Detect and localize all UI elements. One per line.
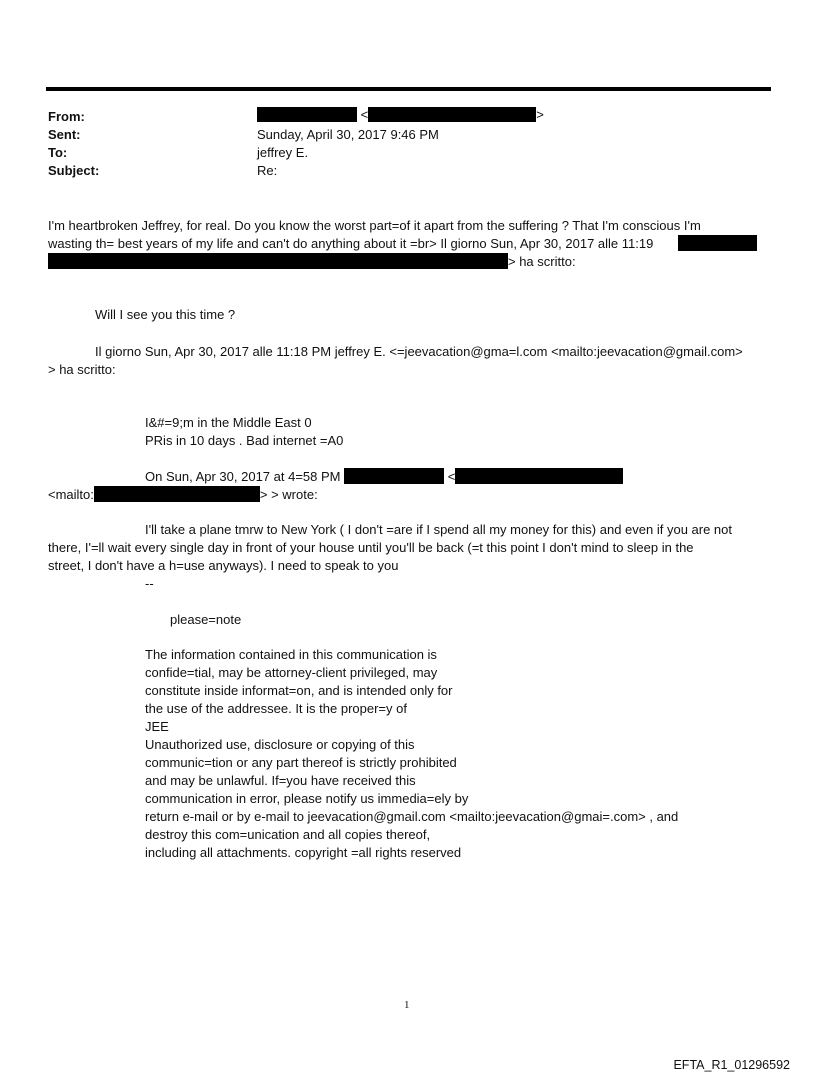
quote2-line1: I&#=9;m in the Middle East 0 (145, 415, 312, 430)
quote2-mailto-start: <mailto: (48, 487, 94, 502)
quote3-line1: I'll take a plane tmrw to New York ( I don't =are if I spend all my money for this) and even if you are not (145, 522, 733, 537)
body-p1-line2-text: wasting th= best years of my life and can't do anything about it =br> Il giorno Sun, Apr 30, 2017 alle 11:19 (48, 236, 654, 251)
disclaimer-line: communic=tion or any part thereof is strictly prohibited (145, 755, 457, 770)
quote2-attribution-text: On Sun, Apr 30, 2017 at 4=58 PM (145, 469, 341, 484)
quote1-text: Will I see you this time ? (95, 307, 236, 322)
quote2-attribution-line1 (145, 468, 623, 486)
disclaimer-line: and may be unlawful. If=you have received this (145, 773, 416, 788)
from-label: From: (48, 109, 85, 124)
disclaimer-line: destroy this com=unication and all copies thereof, (145, 827, 431, 842)
redaction-sender-name (257, 107, 357, 122)
disclaimer-line: including all attachments. copyright =all rights reserved (145, 845, 462, 860)
redaction-sender-email (368, 107, 536, 122)
redaction-q2-email (455, 468, 623, 484)
quote1-attribution-line1: Il giorno Sun, Apr 30, 2017 alle 11:18 PM jeffrey E. <=jeevacation@gma=l.com <mailto:jeevacation@gmail.com> (95, 344, 743, 359)
quote2-line2: PRis in 10 days . Bad internet =A0 (145, 433, 344, 448)
sent-label: Sent: (48, 127, 81, 142)
disclaimer-line: the use of the addressee. It is the proper=y of (145, 701, 407, 716)
from-value (257, 106, 544, 124)
to-value: jeffrey E. (257, 145, 309, 160)
quote2-attribution-line2 (48, 486, 318, 504)
quote3-line3: street, I don't have a h=use anyways). I need to speak to you (48, 558, 399, 573)
page-number: 1 (404, 999, 410, 1011)
disclaimer-line: The information contained in this communication is (145, 647, 437, 662)
disclaimer-line: constitute inside informat=on, and is intended only for (145, 683, 453, 698)
redaction-p1-email (48, 253, 508, 269)
redaction-q2-name (344, 468, 444, 484)
disclaimer-line: confide=tial, may be attorney-client privileged, may (145, 665, 438, 680)
quote1-attribution-line2: > ha scritto: (48, 362, 116, 377)
quote3-line2: there, I'=ll wait every single day in front of your house until you'll be back (=t this point I don't mind to sleep in the (48, 540, 694, 555)
subject-value: Re: (257, 163, 278, 178)
body-p1-line2 (48, 235, 653, 253)
to-label: To: (48, 145, 68, 160)
disclaimer-line: communication in error, please notify us immedia=ely by (145, 791, 469, 806)
body-p1-line1: I'm heartbroken Jeffrey, for real. Do you know the worst part=of it apart from the suffering ? That I'm conscious I'm (48, 218, 701, 233)
quote2-attribution-lt: < (447, 469, 456, 484)
from-gt: > (536, 107, 544, 122)
subject-label: Subject: (48, 163, 100, 178)
redaction-p1-name (678, 235, 757, 251)
body-p1-line3-tail: > ha scritto: (508, 254, 576, 269)
redaction-q2-mailto (94, 486, 260, 502)
signature-note: please=note (170, 612, 242, 627)
disclaimer-line: return e-mail or by e-mail to jeevacation@gmail.com <mailto:jeevacation@gmai=.com> , and (145, 809, 679, 824)
document-id: EFTA_R1_01296592 (673, 1058, 790, 1072)
disclaimer-line: JEE (145, 719, 169, 734)
top-rule (46, 87, 771, 91)
disclaimer-line: Unauthorized use, disclosure or copying of this (145, 737, 415, 752)
from-lt: < (360, 107, 369, 122)
body-p1-line3 (48, 253, 576, 271)
sent-value: Sunday, April 30, 2017 9:46 PM (257, 127, 439, 142)
quote2-mailto-end: > > wrote: (259, 487, 318, 502)
signature-dash: -- (145, 576, 154, 591)
